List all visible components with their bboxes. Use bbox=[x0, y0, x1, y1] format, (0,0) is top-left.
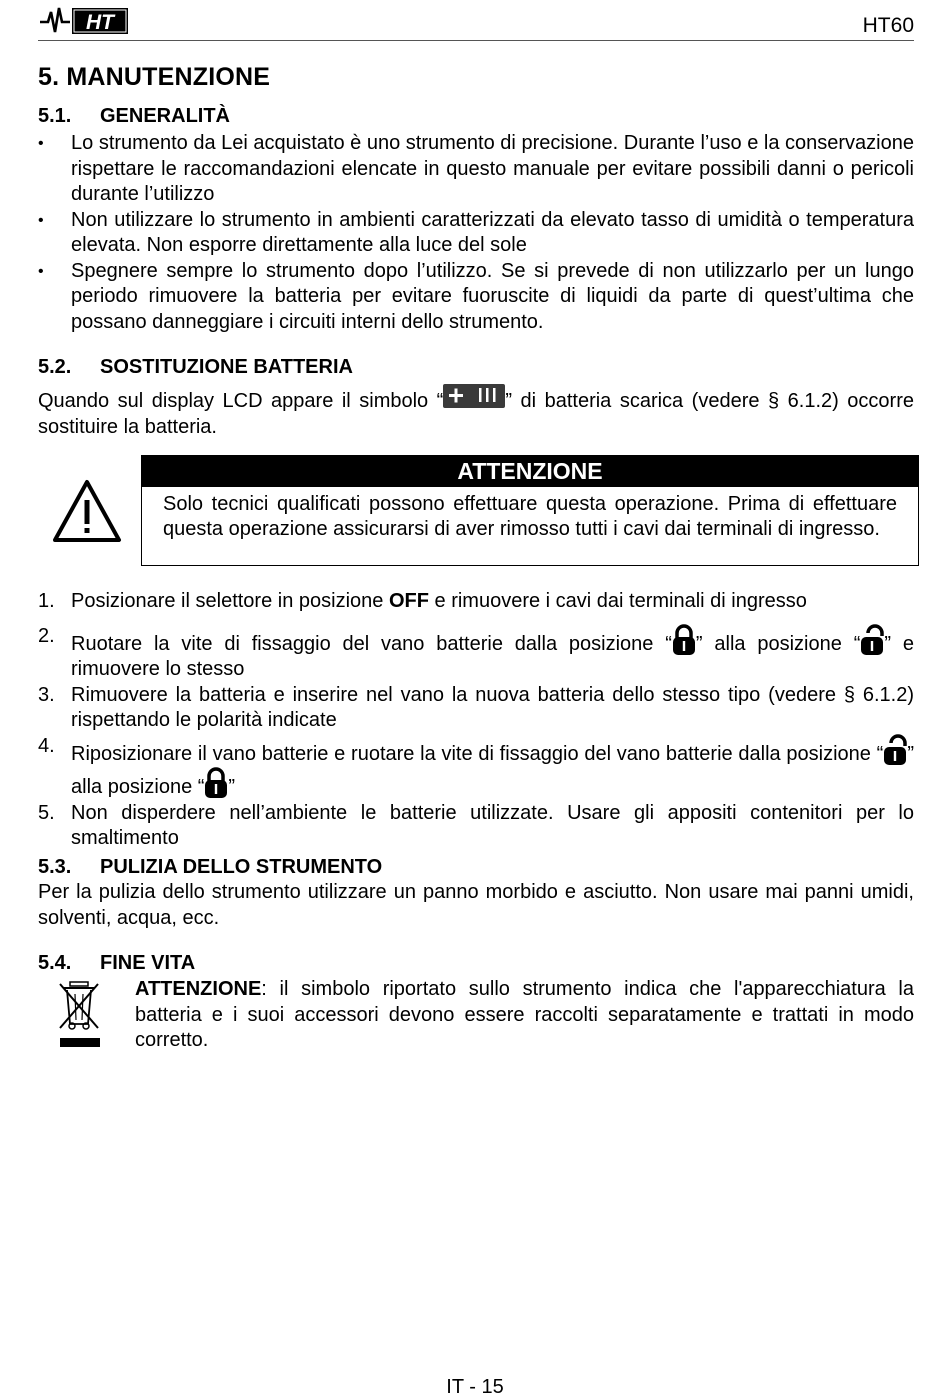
list-item bbox=[38, 589, 914, 615]
list-item bbox=[38, 683, 914, 734]
padlock-closed-icon bbox=[672, 624, 696, 656]
crossed-bin-icon bbox=[58, 980, 102, 1050]
step-text: Rimuovere la batteria e inserire nel vano la nuova batteria dello stesso tipo (vedere § 6.1.2) rispettando le polarità indicate bbox=[71, 683, 914, 731]
battery-intro-b: ” di batteria scarica (vedere § 6.1.2) occorre sostituire la batteria. bbox=[38, 390, 914, 438]
steps-wrap bbox=[38, 589, 914, 852]
step-text: Non disperdere nell’ambiente le batterie utilizzate. Usare gli appositi contenitori per lo smaltimento bbox=[71, 801, 914, 849]
pulizia-text: Per la pulizia dello strumento utilizzare un panno morbido e asciutto. Non usare mai panni umidi, solventi, acqua, ecc. bbox=[38, 881, 914, 929]
fine-vita-lead: ATTENZIONE bbox=[135, 978, 262, 1000]
step-text: e rimuovere i cavi dai terminali di ingresso bbox=[428, 590, 807, 612]
heading-number: 5.2. bbox=[38, 356, 72, 378]
step-text: Ruotare la vite di fissaggio del vano batterie dalla posizione “ bbox=[71, 632, 672, 655]
battery-intro bbox=[38, 384, 914, 440]
header-divider bbox=[38, 40, 914, 41]
ht-logo bbox=[38, 4, 130, 36]
fine-vita-text bbox=[135, 977, 914, 1054]
step-text: ” alla posizione “ bbox=[695, 632, 861, 655]
padlock-closed-icon bbox=[204, 767, 228, 799]
low-battery-icon bbox=[443, 384, 505, 408]
list-item: • Lo strumento da Lei acquistato è uno strumento di precisione. Durante l’uso e la conservazione rispettare le raccomandazioni elencate in questo manuale per evitare possibili danni o pericoli durante l’utilizzo bbox=[38, 131, 914, 208]
heading-text: SOSTITUZIONE BATTERIA bbox=[100, 356, 353, 378]
list-item bbox=[38, 624, 914, 683]
step-text: Riposizionare il vano batterie e ruotare la vite di fissaggio del vano batterie dalla posizione “ bbox=[71, 742, 884, 765]
warning-triangle-icon bbox=[52, 478, 122, 544]
heading-text: PULIZIA DELLO STRUMENTO bbox=[100, 856, 383, 878]
padlock-open-icon bbox=[883, 734, 907, 766]
step-text: ” bbox=[228, 776, 236, 798]
heading-text: GENERALITÀ bbox=[100, 105, 230, 127]
list-item: • Spegnere sempre lo strumento dopo l’utilizzo. Se si prevede di non utilizzarlo per un lungo periodo rimuovere la batteria per evitare fuoruscite di liquidi da parte di quest’ultima che possano danneggiare i circuiti interni dello strumento. bbox=[38, 259, 914, 336]
step-number: 4. bbox=[38, 734, 55, 757]
steps-list bbox=[38, 589, 914, 852]
warning-text: Solo tecnici qualificati possono effettuare questa operazione. Prima di effettuare questa operazione assicurarsi di aver rimosso tutti i cavi dai terminali di ingresso. bbox=[163, 493, 897, 540]
list-item bbox=[38, 801, 914, 852]
page-number: IT - 15 bbox=[446, 1376, 504, 1398]
heading-fine-vita bbox=[38, 952, 195, 975]
heading-text: FINE VITA bbox=[100, 952, 196, 974]
section-title: 5. MANUTENZIONE bbox=[38, 63, 271, 91]
step-number: 3. bbox=[38, 683, 55, 706]
warning-heading: ATTENZIONE bbox=[142, 456, 918, 487]
step-text: ” e rimuovere lo stesso bbox=[71, 632, 914, 680]
step-emph: OFF bbox=[388, 590, 429, 612]
heading-number: 5.3. bbox=[38, 856, 72, 878]
step-number: 2. bbox=[38, 624, 55, 647]
fine-vita-body: : il simbolo riportato sullo strumento indica che l'apparecchiatura la batteria e i suoi accessori devono essere raccolti separatamente e trattati in modo corretto. bbox=[135, 978, 914, 1051]
heading-generalita bbox=[38, 105, 230, 128]
warning-box bbox=[141, 455, 919, 566]
heading-pulizia bbox=[38, 856, 382, 879]
generalita-list bbox=[38, 131, 914, 335]
battery-intro-a: Quando sul display LCD appare il simbolo “ bbox=[38, 390, 444, 412]
heading-number: 5.1. bbox=[38, 105, 72, 127]
heading-sostituzione bbox=[38, 356, 353, 379]
padlock-open-icon bbox=[860, 624, 884, 656]
step-number: 5. bbox=[38, 801, 55, 824]
step-text: Posizionare il selettore in posizione bbox=[71, 590, 389, 612]
model-name: HT60 bbox=[862, 14, 914, 37]
list-item bbox=[38, 734, 914, 801]
heading-number: 5.4. bbox=[38, 952, 72, 974]
step-number: 1. bbox=[38, 590, 55, 612]
list-item: • Non utilizzare lo strumento in ambienti caratterizzati da elevato tasso di umidità o temperatura elevata. Non esporre direttamente alla luce del sole bbox=[38, 208, 914, 259]
generalita-list-wrap bbox=[38, 131, 914, 335]
logo-text: HT bbox=[86, 11, 114, 34]
step-text: ” alla posizione “ bbox=[71, 742, 914, 798]
